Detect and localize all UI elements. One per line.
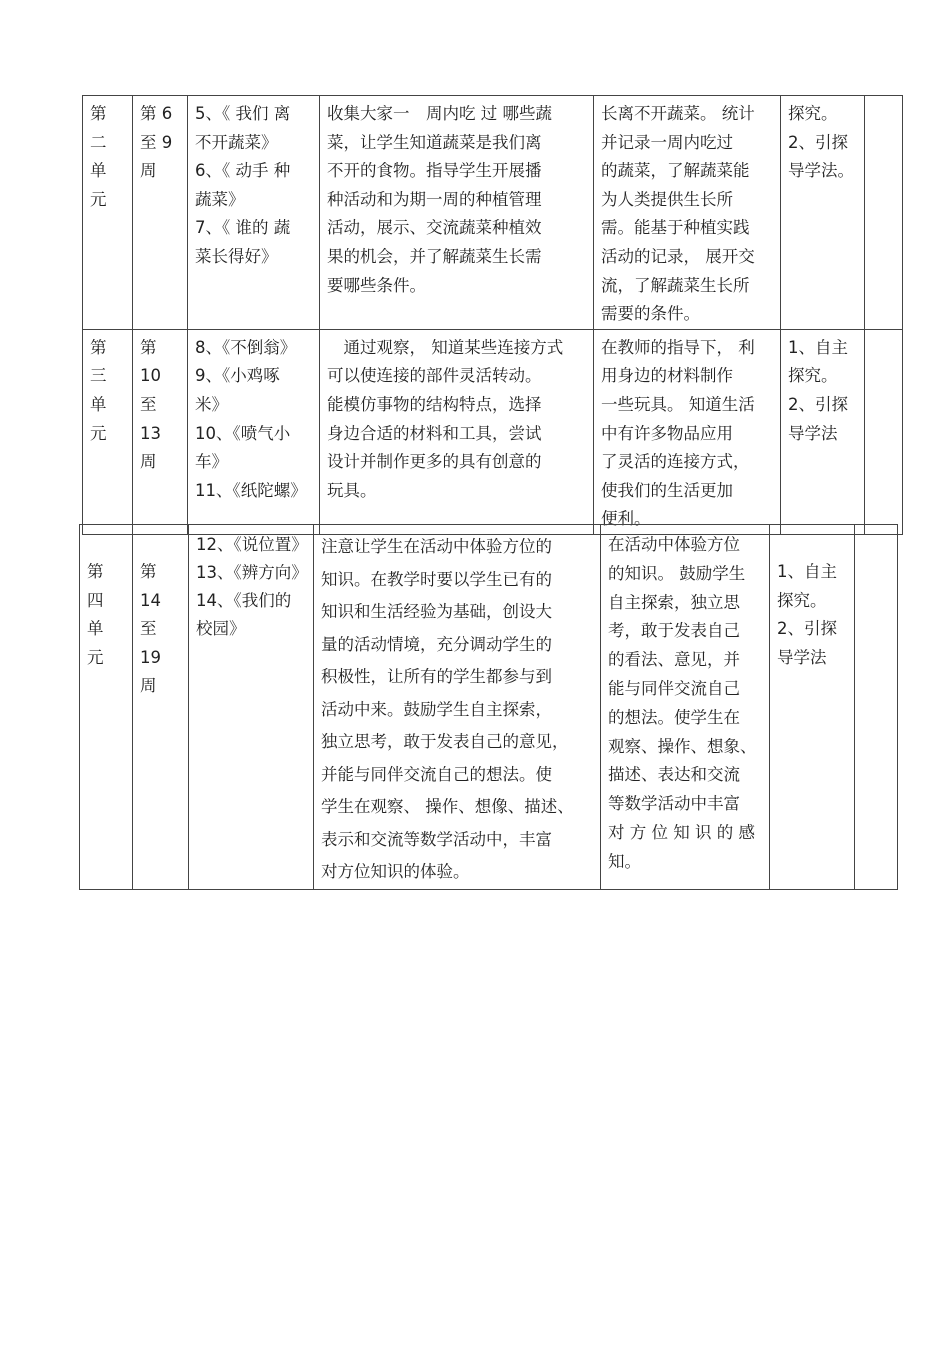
- text-line: 学生在观察、 操作、想像、描述、: [321, 797, 574, 816]
- text-line: 的蔬菜，了解蔬菜能: [601, 161, 750, 181]
- text-line: 为人类提供生长所: [601, 189, 733, 209]
- goal-cell: [594, 96, 781, 330]
- text-line: 2、引探: [777, 619, 837, 638]
- text-line: 等数学活动中丰富: [608, 794, 740, 814]
- text-line: 在教师的指导下， 利: [601, 337, 755, 357]
- text-line: 在活动中体验方位: [608, 535, 740, 554]
- method-cell: [781, 96, 865, 330]
- text-line: 周: [140, 452, 157, 472]
- text-line: 13、《辨方向》: [196, 563, 308, 582]
- text-line: 探究。: [788, 104, 838, 123]
- text-line: 活动的记录， 展开交: [601, 246, 755, 266]
- unit-cell: [83, 329, 133, 534]
- text-line: 导学法。: [788, 161, 854, 181]
- text-line: 8、《不倒翁》: [195, 337, 297, 357]
- text-line: 长离不开蔬菜。 统计: [601, 104, 755, 123]
- text-line: 对 方 位 知 识 的 感: [608, 822, 755, 842]
- text-line: 不开的食物。指导学生开展播: [327, 161, 542, 181]
- note-cell: [855, 525, 898, 890]
- content-cell: [314, 525, 601, 890]
- weeks-cell: [133, 96, 188, 330]
- text-line: 单: [90, 394, 107, 414]
- text-line: 菜，让学生知道蔬菜是我们离: [327, 132, 542, 152]
- text-line: 流，了解蔬菜生长所: [601, 275, 750, 295]
- text-line: 11、《纸陀螺》: [195, 480, 307, 500]
- text-line: 二: [90, 132, 107, 152]
- text-line: 12、《说位置》: [196, 535, 308, 554]
- text-line: 需。能基于种植实践: [601, 218, 750, 238]
- method-cell: [781, 329, 865, 534]
- weeks-cell: [133, 329, 188, 534]
- text-line: 知。: [608, 851, 641, 871]
- text-line: 用身边的材料制作: [601, 366, 733, 386]
- text-line: 1、自主: [777, 562, 837, 581]
- text-line: 能模仿事物的结构特点，选择: [327, 394, 542, 414]
- text-line: 元: [87, 647, 104, 667]
- note-cell: [865, 96, 903, 330]
- text-line: 校园》: [196, 619, 246, 638]
- text-line: 蔬菜》: [195, 189, 245, 209]
- text-line: 单: [90, 161, 107, 181]
- text-line: 至: [140, 619, 157, 639]
- plan-table-upper: [82, 95, 903, 535]
- content-cell: [320, 96, 594, 330]
- text-line: 2、引探: [788, 394, 848, 414]
- text-line: 并记录一周内吃过: [601, 132, 733, 152]
- goal-cell: [601, 525, 770, 890]
- text-line: 元: [90, 189, 107, 209]
- goal-cell: [594, 329, 781, 534]
- text-line: 14: [140, 590, 161, 610]
- text-line: 可以使连接的部件灵活转动。: [327, 366, 542, 386]
- text-line: 不开蔬菜》: [195, 132, 278, 152]
- text-line: 对方位知识的体验。: [321, 862, 470, 881]
- content-cell: [320, 329, 594, 534]
- text-line: 描述、表达和交流: [608, 765, 740, 785]
- text-line: 第: [87, 562, 104, 581]
- text-line: 至: [140, 394, 157, 414]
- text-line: 收集大家一 周内吃 过 哪些蔬: [327, 104, 552, 123]
- text-line: 量的活动情境，充分调动学生的: [321, 634, 552, 654]
- text-line: 自主探索，独立思: [608, 592, 740, 612]
- text-line: 13: [140, 423, 161, 443]
- text-line: 要哪些条件。: [327, 275, 426, 295]
- text-line: 通过观察， 知道某些连接方式: [327, 337, 564, 357]
- text-line: 玩具。: [327, 480, 377, 500]
- text-line: 四: [87, 590, 104, 610]
- text-line: 知识。在教学时要以学生已有的: [321, 569, 552, 589]
- lessons-cell: [189, 525, 314, 890]
- text-line: 10、《喷气小: [195, 423, 291, 443]
- text-line: 探究。: [788, 366, 838, 386]
- text-line: 种活动和为期一周的种植管理: [327, 189, 542, 209]
- text-line: 元: [90, 423, 107, 443]
- text-line: 单: [87, 619, 104, 639]
- text-line: 独立思考，敢于发表自己的意见，: [321, 732, 569, 751]
- text-line: 第: [140, 562, 157, 581]
- unit-cell: [83, 96, 133, 330]
- plan-table-lower: [79, 524, 898, 890]
- text-line: 的知识。 鼓励学生: [608, 563, 746, 583]
- text-line: 至 9: [140, 132, 173, 152]
- text-line: 三: [90, 366, 107, 386]
- text-line: 9、《小鸡啄: [195, 366, 280, 386]
- text-line: 19: [140, 647, 161, 667]
- text-line: 积极性，让所有的学生都参与到: [321, 667, 552, 686]
- text-line: 能与同伴交流自己: [608, 678, 740, 698]
- text-line: 14、《我们的: [196, 591, 292, 610]
- text-line: 导学法: [788, 423, 838, 443]
- text-line: 菜长得好》: [195, 246, 278, 266]
- lessons-cell: [188, 96, 320, 330]
- text-line: 5、《 我们 离: [195, 104, 291, 123]
- note-cell: [865, 329, 903, 534]
- text-line: 设计并制作更多的具有创意的: [327, 452, 542, 472]
- text-line: 并能与同伴交流自己的想法。使: [321, 764, 552, 784]
- text-line: 第: [90, 337, 107, 357]
- text-line: 考，敢于发表自己: [608, 621, 740, 641]
- text-line: 活动，展示、交流蔬菜种植效: [327, 218, 542, 238]
- text-line: 周: [140, 161, 157, 181]
- text-line: 1、自主: [788, 337, 848, 357]
- text-line: 周: [140, 676, 157, 696]
- text-line: 活动中来。鼓励学生自主探索，: [321, 699, 552, 719]
- text-line: 了灵活的连接方式，: [601, 452, 750, 472]
- table-row-unit-2: [83, 96, 903, 330]
- lessons-cell: [188, 329, 320, 534]
- text-line: 果的机会，并了解蔬菜生长需: [327, 246, 542, 266]
- weeks-cell: [133, 525, 189, 890]
- text-line: 注意让学生在活动中体验方位的: [321, 537, 552, 556]
- unit-cell: [80, 525, 133, 890]
- text-line: 表示和交流等数学活动中，丰富: [321, 829, 552, 849]
- text-line: 一些玩具。 知道生活: [601, 394, 755, 414]
- text-line: 第: [140, 337, 157, 357]
- text-line: 身边合适的材料和工具，尝试: [327, 423, 542, 443]
- text-line: 探究。: [777, 590, 827, 610]
- text-line: 第 6: [140, 104, 173, 123]
- text-line: 车》: [195, 452, 228, 472]
- text-line: 导学法: [777, 647, 827, 667]
- text-line: 的看法、意见，并: [608, 650, 740, 670]
- text-line: 需要的条件。: [601, 304, 700, 324]
- text-line: 知识和生活经验为基础，创设大: [321, 602, 552, 621]
- text-line: 中有许多物品应用: [601, 423, 733, 443]
- method-cell: [770, 525, 855, 890]
- text-line: 使我们的生活更加: [601, 480, 733, 500]
- text-line: 2、引探: [788, 132, 848, 152]
- table-row-unit-3: [83, 329, 903, 534]
- text-line: 米》: [195, 394, 228, 414]
- text-line: 便利。: [601, 509, 651, 529]
- text-line: 的想法。使学生在: [608, 707, 740, 727]
- text-line: 7、《 谁的 蔬: [195, 218, 291, 238]
- text-line: 观察、操作、想象、: [608, 736, 757, 756]
- text-line: 第: [90, 104, 107, 123]
- text-line: 10: [140, 366, 161, 386]
- table-row-unit-4: [80, 525, 898, 890]
- text-line: 6、《 动手 种: [195, 161, 291, 181]
